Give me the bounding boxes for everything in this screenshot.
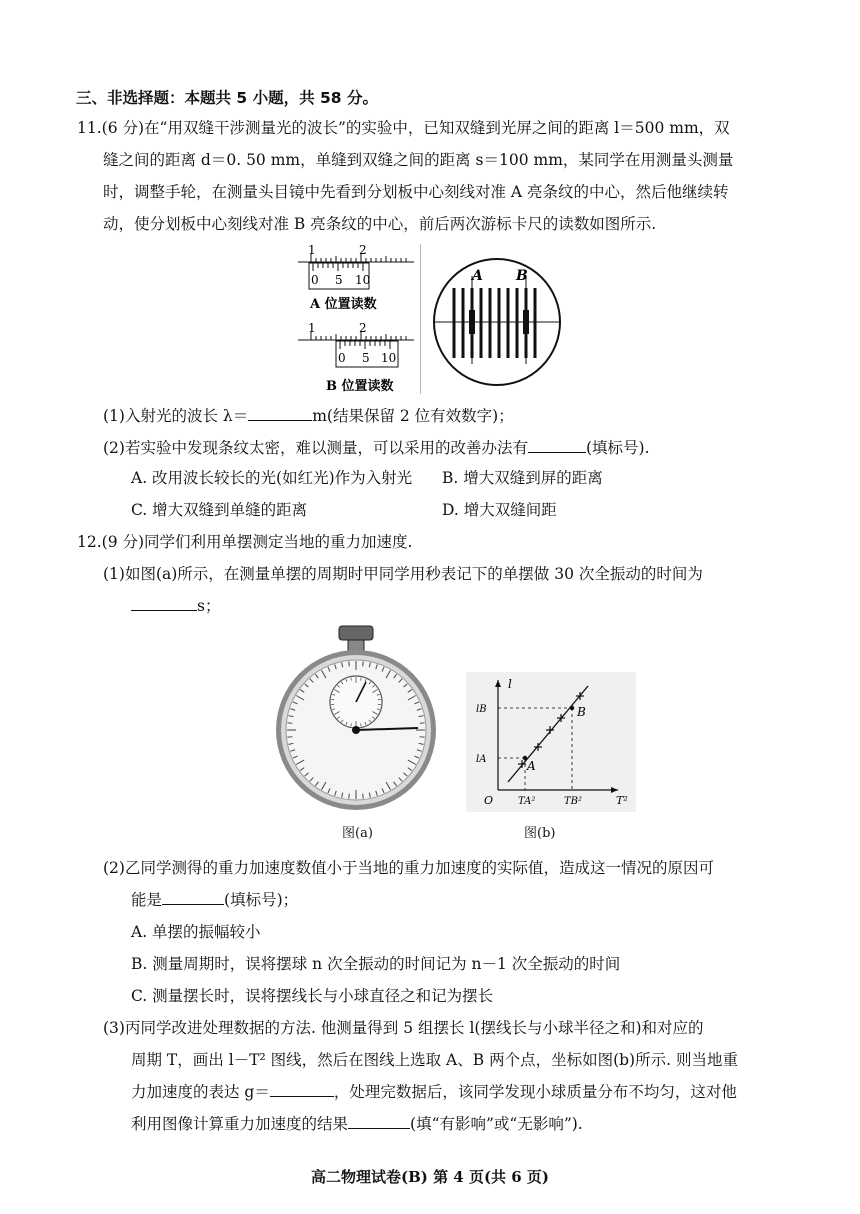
graph-y-axis-label: l (508, 677, 512, 691)
stopwatch-tick (349, 794, 350, 799)
q11-sub1 (103, 406, 514, 426)
fringe-a-label: A (472, 268, 483, 284)
graph-origin-label: O (484, 794, 494, 807)
stopwatch-tick (363, 794, 364, 799)
q12-sub3-line4-prefix: 利用图像计算重力加速度的结果 (131, 1115, 349, 1133)
graph-x-axis-label: T² (616, 794, 628, 807)
scale-a-v10: 10 (355, 273, 371, 287)
label-a-position: A 位置读数 (310, 297, 377, 312)
scale-b-v5: 5 (362, 351, 370, 365)
q12-sub3-line2: 周期 T，画出 l－T² 图线，然后在图线上选取 A、B 两个点，坐标如图(b)所示. 则当地重 (131, 1051, 738, 1069)
q12-sub3-g-answer-blank[interactable] (270, 1082, 334, 1097)
q11-sub1-prefix: (1)入射光的波长 λ＝ (103, 407, 249, 425)
q12-option-c: C. 测量摆长时，误将摆线长与小球直径之和记为摆长 (131, 987, 494, 1005)
q12-sub2-line2 (131, 890, 298, 910)
q12-sub1-answer-blank[interactable] (131, 596, 197, 611)
q11-sub2-answer-blank[interactable] (528, 438, 586, 453)
q11-line1: 11.(6 分)在“用双缝干涉测量光的波长”的实验中，已知双缝到光屏之间的距离 l＝500 mm，双 (77, 119, 730, 137)
scale-a-v0: 0 (311, 273, 319, 287)
fringe-eyepiece-figure (432, 246, 562, 396)
stopwatch-figure (272, 620, 442, 820)
q12-sub3-line4 (131, 1114, 583, 1134)
scale-a-v5: 5 (335, 273, 343, 287)
q11-line3: 时，调整手轮，在测量头目镜中先看到分划板中心刻线对准 A 亮条纹的中心，然后他继续转 (103, 183, 729, 201)
page-footer: 高二物理试卷(B) 第 4 页(共 6 页) (310, 1168, 550, 1186)
graph-lb-label: lB (476, 704, 487, 715)
q12-sub1-line1: (1)如图(a)所示，在测量单摆的周期时甲同学用秒表记下的单摆做 30 次全振动的时间为 (103, 565, 703, 583)
stopwatch-tick (363, 661, 364, 666)
q12-sub1-line2 (131, 596, 220, 616)
q11-sub2-prefix: (2)若实验中发现条纹太密，难以测量，可以采用的改善办法有 (103, 439, 528, 457)
q12-sub3-line3 (131, 1082, 737, 1102)
fringe-b-label: B (516, 268, 528, 284)
q12-sub1-suffix: s； (197, 597, 221, 615)
scale-a-main-2: 2 (359, 243, 367, 257)
vernier-caliper-figure (296, 242, 416, 397)
scale-b-v10: 10 (381, 351, 397, 365)
q12-sub3-effect-answer-blank[interactable] (348, 1114, 410, 1129)
graph-tb2-label: TB² (564, 796, 583, 807)
q12-sub2-line1: (2)乙同学测得的重力加速度数值小于当地的重力加速度的实际值，造成这一情况的原因可 (103, 859, 714, 877)
fig-a-caption: 图(a) (342, 826, 373, 841)
q12-sub2-answer-blank[interactable] (162, 890, 224, 905)
q11-option-d: D. 增大双缝间距 (442, 501, 557, 519)
fig-b-caption: 图(b) (524, 826, 556, 841)
stopwatch-tick (349, 661, 350, 666)
scale-b-main-1: 1 (308, 321, 316, 335)
q11-line2: 缝之间的距离 d＝0. 50 mm，单缝到双缝之间的距离 s＝100 mm，某同学在用测量头测量 (103, 151, 734, 169)
q12-sub3-line4-suffix: (填“有影响”或“无影响”). (410, 1115, 583, 1133)
q11-sub1-answer-blank[interactable] (248, 406, 312, 421)
graph-point-b: B (577, 705, 586, 719)
scale-b-v0: 0 (338, 351, 346, 365)
q11-option-b: B. 增大双缝到屏的距离 (442, 469, 603, 487)
graph-point-a: A (527, 759, 536, 773)
stopwatch-tick (420, 723, 425, 724)
stopwatch-tick (420, 737, 425, 738)
q12-line1: 12.(9 分)同学们利用单摆测定当地的重力加速度. (77, 533, 413, 551)
section-title: 三、非选择题：本题共 5 小题，共 58 分。 (76, 89, 378, 107)
stopwatch-tick (287, 737, 292, 738)
label-b-position: B 位置读数 (326, 379, 394, 394)
q11-option-a: A. 改用波长较长的光(如红光)作为入射光 (131, 469, 413, 487)
scale-b-main-2: 2 (359, 321, 367, 335)
stopwatch-tick (287, 723, 292, 724)
q12-sub3-line3-suffix: ，处理完数据后，该同学发现小球质量分布不均匀，这对他 (333, 1083, 737, 1101)
scale-a-main-1: 1 (308, 243, 316, 257)
figure-divider (420, 244, 421, 394)
l-t2-graph (466, 672, 636, 812)
q12-sub3-line1: (3)丙同学改进处理数据的方法. 他测量得到 5 组摆长 l(摆线长与小球半径之和)和对应的 (103, 1019, 704, 1037)
q11-sub2-suffix: (填标号). (585, 439, 650, 457)
graph-ta2-label: TA² (518, 796, 536, 807)
q11-line4: 动，使分划板中心刻线对准 B 亮条纹的中心，前后两次游标卡尺的读数如图所示. (103, 215, 657, 233)
q12-sub3-line3-prefix: 力加速度的表达 g＝ (131, 1083, 270, 1101)
q11-sub2 (103, 438, 650, 458)
q12-option-a: A. 单摆的振幅较小 (131, 923, 261, 941)
q12-sub2-prefix: 能是 (131, 891, 163, 909)
graph-la-label: lA (476, 754, 487, 765)
q11-option-c: C. 增大双缝到单缝的距离 (131, 501, 308, 519)
q11-sub1-suffix: m(结果保留 2 位有效数字)； (312, 407, 514, 425)
q12-option-b: B. 测量周期时，误将摆球 n 次全振动的时间记为 n－1 次全振动的时间 (131, 955, 621, 973)
q12-sub2-suffix: (填标号)； (224, 891, 299, 909)
